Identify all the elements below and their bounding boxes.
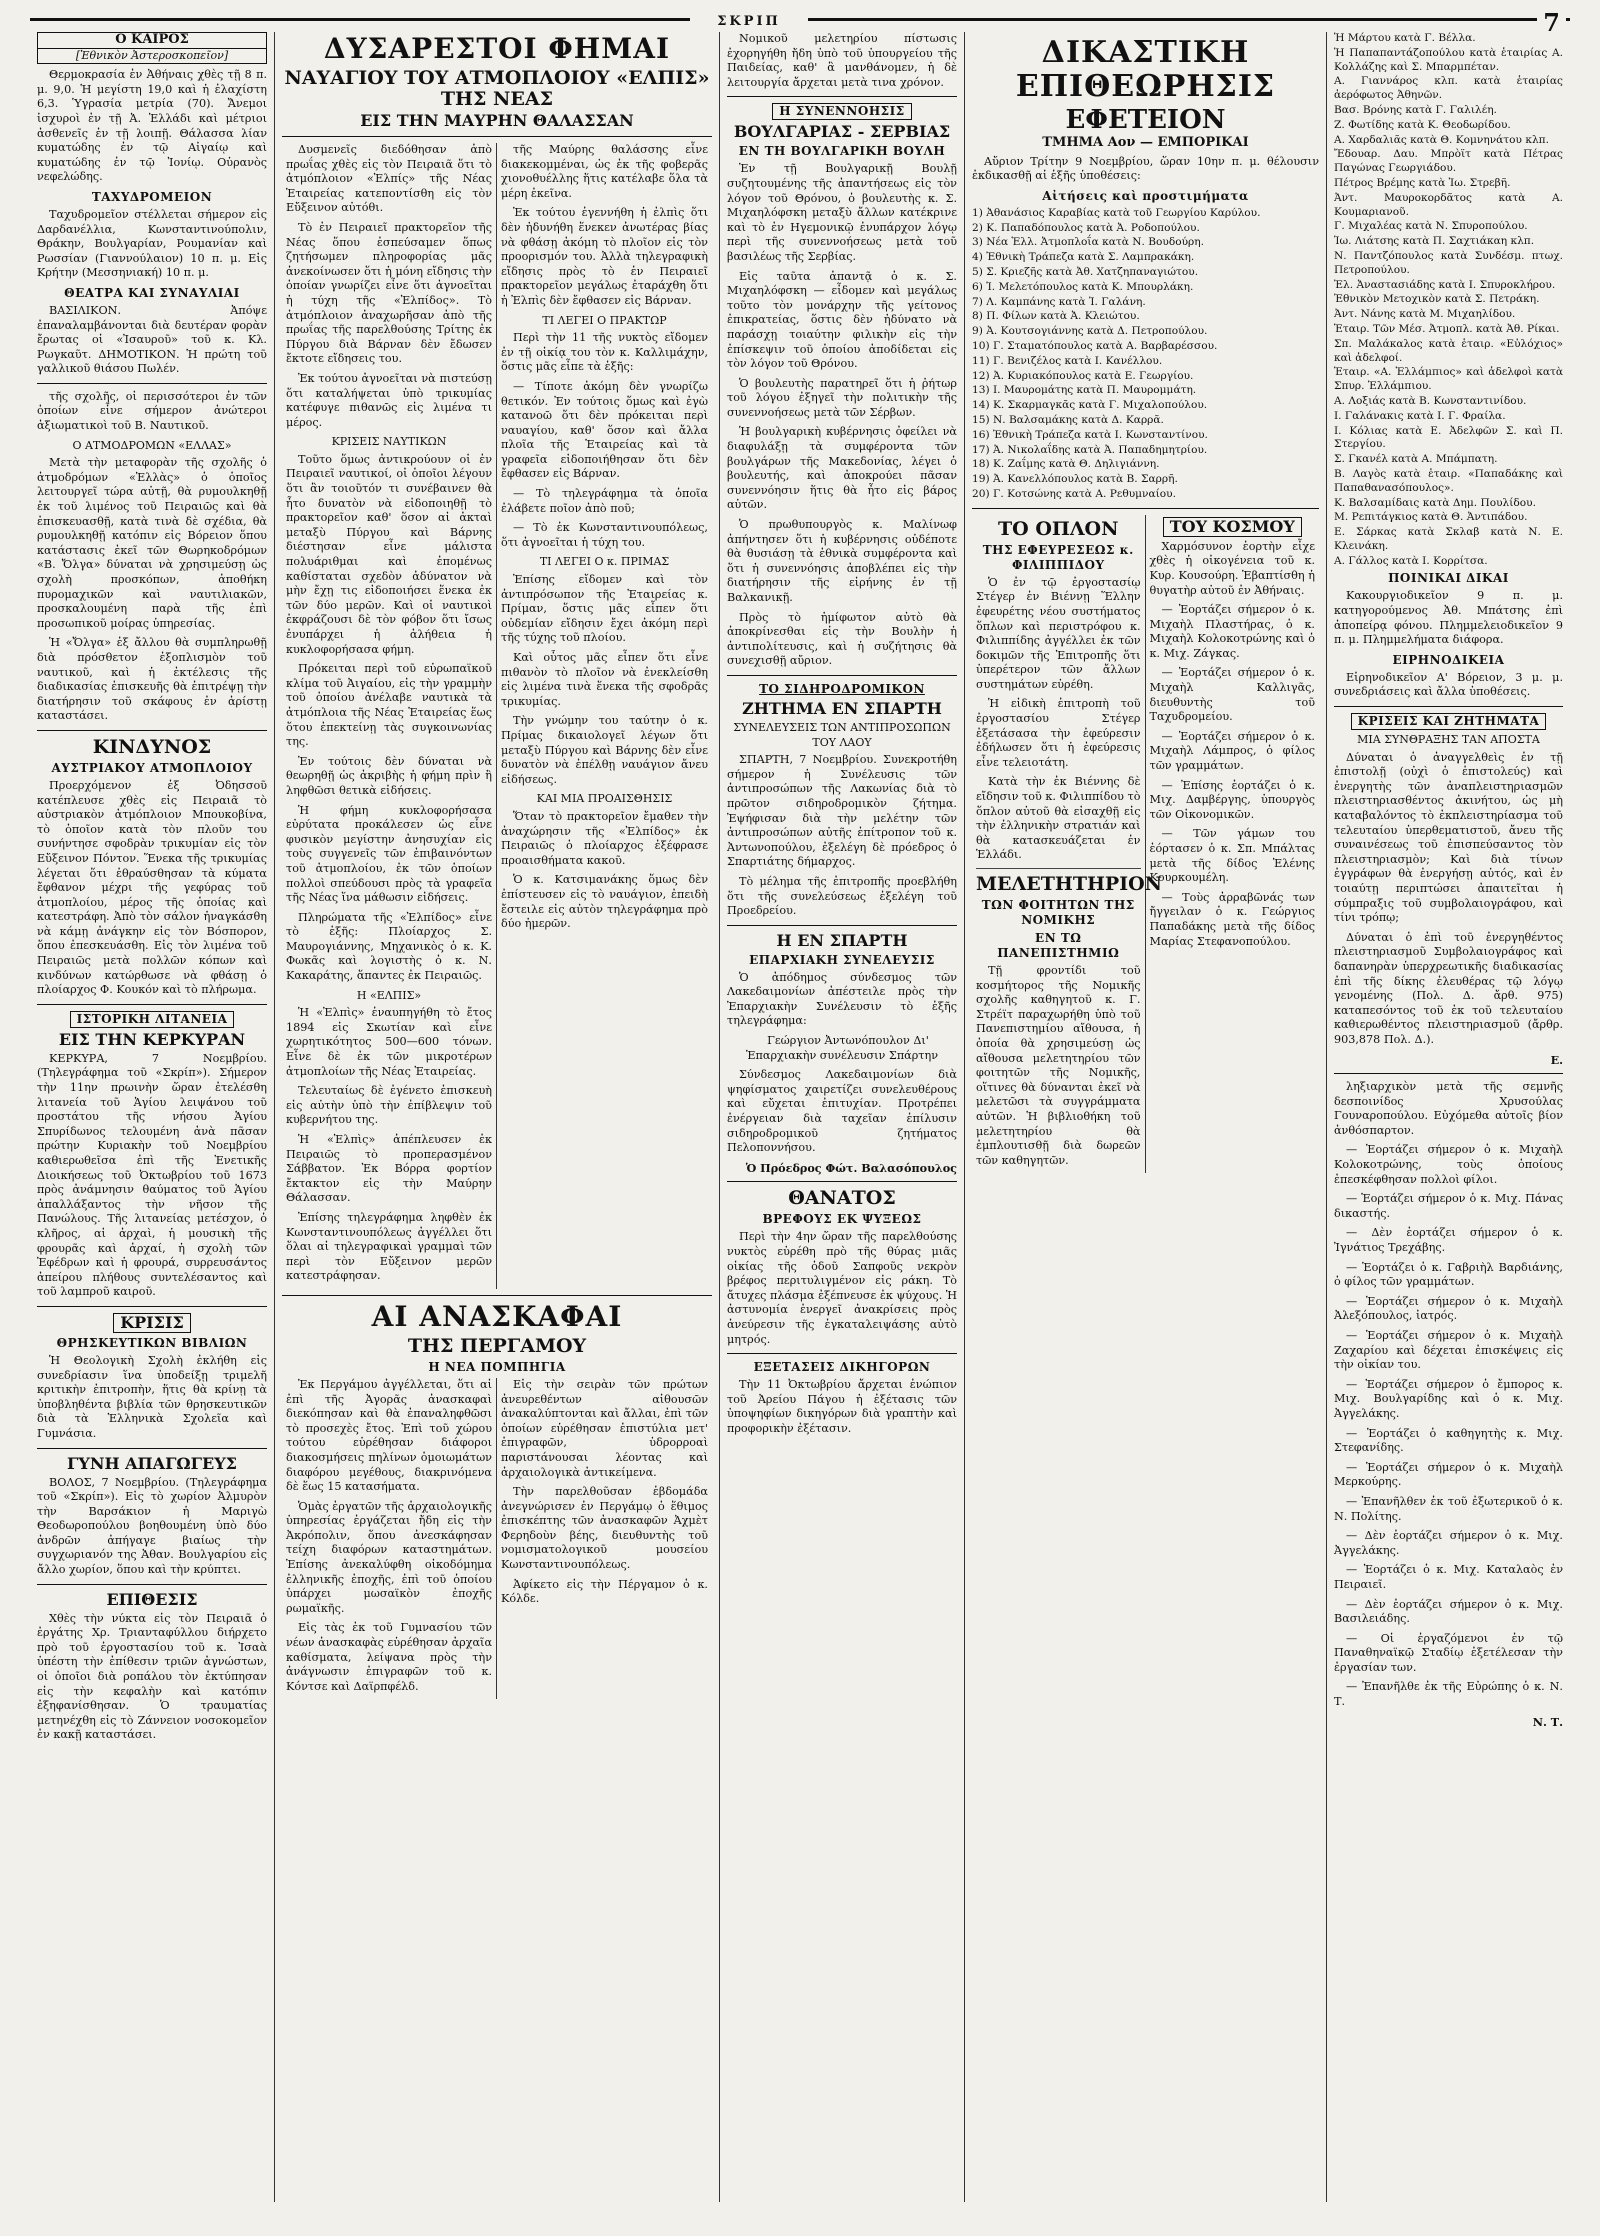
weather-box xyxy=(37,32,267,64)
paragraph: τῆς Μαύρης θαλάσσης εἶνε διακεκομμέναι, ὡς ἐκ τῆς φοβερᾶς χιονοθυέλλης ἥτις κατέλαβε ὅλα τὰ μέρη ἐκεῖνα. xyxy=(501,143,708,200)
paragraph: — Ἑορτάζει σήμερον ὁ κ. Μιχαὴλ Λάμπρος, ὁ φίλος τῶν γραμμάτων. xyxy=(1149,729,1315,773)
paragraph: Ἐν τῇ Βουλγαρικῇ Βουλῇ συζητουμένης τῆς ἀπαντήσεως εἰς τὸν λόγον τοῦ Θρόνου, ὁ βουλευτὴς κ. Σ. Μιχαηλόφσκη μεταξὺ ἄλλων κατέκρινε καὶ τὸ ἐν Ηγεμονικῷ ἐνυπάρχον λόγῳ περὶ τῆς συνεννοήσεως μετὰ τοῦ βασιλέως τῆς Σερβίας. xyxy=(727,162,957,263)
paragraph: — Ἑορτάζει ὁ κ. Μιχ. Καταλαὸς ἐν Πειραιεῖ. xyxy=(1334,1563,1563,1591)
list-item: 3) Νέα Ἑλλ. Ἀτμοπλοΐα κατὰ Ν. Βουδούρη. xyxy=(972,236,1205,249)
list-item: Α. Γιαννάρος κλπ. κατὰ ἑταιρίας ἀερόφωτος Ἀθηνῶν. xyxy=(1334,75,1563,102)
paragraph: — Ἑορτάζει σήμερον ὁ κ. Μιχαὴλ Μερκούρης. xyxy=(1334,1460,1563,1489)
subhead: ΚΑΙ ΜΙΑ ΠΡΟΑΙΣΘΗΣΙΣ xyxy=(536,792,673,806)
list-item: Β. Λαγὸς κατὰ ἑταιρ. «Παπαδάκης καὶ Παπαθανασόπουλος». xyxy=(1334,467,1563,494)
rail-kicker-wrap xyxy=(727,682,957,697)
masthead: ΣΚΡΙΠ xyxy=(690,14,808,29)
paragraph: Πρόκειται περὶ τοῦ εὐρωπαϊκοῦ κλίμα τοῦ Ἀιγαίου, εἰς τὴν γραμμὴν τοῦ ὁποίου ἀνέλαβε ναυτικὰ τὰ ἀτμόπλοια τῆς Νέας Ἑταιρείας ἕως ὅτου ἐπεκτείνῃ τὰς συγκοινωνίας της. xyxy=(286,662,492,749)
paragraph: — Τίποτε ἀκόμη δὲν γνωρίζω θετικόν. Ἐν τούτοις ὅμως καὶ ἐγὼ κατανοῶ ὅτι δὲν πρόκειται περὶ ναυαγίου, καθ' ὅσον καὶ ἄλλα πλοῖα τῆς Ἑταιρείας καὶ τὰ γραφεῖα εἰδοποιήθησαν ὅτι δὲν ἔφθασεν εἰς Βάρναν. xyxy=(501,379,708,481)
divider xyxy=(727,675,957,676)
court-of-appeal-title: ΕΦΕΤΕΙΟΝ xyxy=(1065,105,1226,135)
weather-text: Θερμοκρασία ἐν Ἀθήναις χθὲς τῇ 8 π. μ. 9,0. Ἡ μεγίστη 19,0 καὶ ἡ ἐλαχίστη 6,3. Ὑγρασία μετρία (70). Ἄνεμοι ἰσχυροὶ ἐν τῇ Ἀ. Ἑλλάδι καὶ μέτριοι ἀσθενεῖς ἐν τῇ λοιπῇ. Θάλασσα λίαν κυματώδης ἐν τῷ Αἰγαίῳ καὶ κυματώδης ἐν τῷ Ἰονίῳ. Οὐρανὸς νεφελώδης. xyxy=(37,68,267,184)
history-subtitle: ΕΙΣ ΤΗΝ ΚΕΡΚΥΡΑΝ xyxy=(58,1029,246,1049)
divider xyxy=(282,136,712,137)
list-item: Ἀντ. Μαυροκορδᾶτος κατὰ Α. Κουμαριανοῦ. xyxy=(1334,191,1563,218)
weather-subtitle: [Ἐθνικὸν Ἀστεροσκοπεῖον] xyxy=(75,48,229,62)
shipwreck-title-2: ΝΑΥΑΓΙΟΥ ΤΟΥ ΑΤΜΟΠΛΟΙΟΥ «ΕΛΠΙΣ» ΤΗΣ ΝΕΑΣ xyxy=(284,67,710,110)
students-subtitle-2: ΕΝ ΤΩ ΠΑΝΕΠΙΣΤΗΜΙΩ xyxy=(997,931,1120,960)
signature: Ε. xyxy=(1550,1052,1563,1067)
paragraph: — Τοὺς ἀρραβῶνάς των ἤγγειλαν ὁ κ. Γεώργιος Παπαδάκης μετὰ τῆς δίδος Μαρίας Στεφανοπούλου. xyxy=(1149,890,1315,948)
list-item: Ἑταιρ. Τῶν Μέσ. Ἀτμοπλ. κατὰ Ἀθ. Ρίκαι. xyxy=(1334,322,1560,335)
criminal-cases-text: Κακουργιοδικεῖον 9 π. μ. κατηγορούμενος Ἀθ. Μπάτσης ἐπὶ ἀποπείρᾳ φόνου. Πλημμελειοδικεῖον 9 π. μ. Πλημμελήματα διάφορα. xyxy=(1334,589,1563,647)
world-title: ΤΟΥ ΚΟΣΜΟΥ xyxy=(1163,517,1302,537)
paragraph: Ἐκ τούτου ἐγεννήθη ἡ ἐλπὶς ὅτι δὲν ἠδυνήθη ἕνεκεν ἀνωτέρας βίας νὰ φθάσῃ ἀκόμη τὸ πλοῖον εἰς τὸν προορισμόν του. Ἀλλὰ τηλεγραφικὴ εἴδησις πρὸς τὸ ἐν Πειραιεῖ πρακτορεῖον μεγάλως ἐταράχθη ὅτι ἡ Ἐλπὶς δὲν ἔφθασεν εἰς Βάρναν. xyxy=(501,206,708,307)
paragraph: Καὶ οὗτος μᾶς εἶπεν ὅτι εἶνε πιθανὸν τὸ πλοῖον νὰ ἐνεκλείσθη εἰς λιμένα τινὰ ἕνεκα τῆς σφοδρᾶς τρικυμίας. xyxy=(501,651,708,708)
paragraph: Δυσμενεῖς διεδόθησαν ἀπὸ πρωΐας χθὲς εἰς τὸν Πειραιᾶ ὅτι τὸ ἀτμόπλοιον «Ἐλπίς» τῆς Νέας Ἑταιρείας κατεποντίσθη εἰς τὸν Εὔξεινον αὐτόθι. xyxy=(286,143,492,215)
shipwreck-right xyxy=(497,143,712,1289)
paragraph: — Ἐπανῆλθεν ἐκ τοῦ ἐξωτερικοῦ ὁ κ. Ν. Πολίτης. xyxy=(1334,1494,1563,1523)
column-5 xyxy=(1327,32,1570,2202)
history-title-wrap xyxy=(37,1011,267,1028)
attack-text: Χθὲς τὴν νύκτα εἰς τὸν Πειραιᾶ ὁ ἐργάτης Χρ. Τριανταφύλλου διήρχετο πρὸ τοῦ ἐργοστασίου τοῦ κ. Ἰσαὰ ὑπέστη τὴν ἐπίθεσιν τριῶν ἀγνώστων, οἱ ὁποῖοι διὰ ροπάλου τὸν ἐκτύπησαν εἰς τὴν κεφαλὴν καὶ κατόπιν ἐξηφανίσθησαν. Ὁ τραυματίας μετηνέχθη εἰς τὸ Ζάννειον νοσοκομεῖον ἐν κακῇ καταστάσει. xyxy=(37,1611,267,1742)
intro-text: Νομικοῦ μελετηρίου πίστωσις ἐχορηγήθη ἤδη ὑπὸ τοῦ ὑπουργείου τῆς Παιδείας, καθ' ἃ μανθάνομεν, ἡ δὲ λειτουργία ἄρχεται μετὰ τινα χρόνον. xyxy=(727,32,957,89)
list-item: 12) Ἀ. Κυριακόπουλος κατὰ Ε. Γεωργίου. xyxy=(972,369,1194,382)
shipwreck-title: ΔΥΣΑΡΕΣΤΟΙ ΦΗΜΑΙ xyxy=(323,32,671,65)
list-item: Κ. Βαλσαμίδαις κατὰ Δημ. Πουλίδου. xyxy=(1334,496,1536,509)
paragraph: Σύνδεσμος Λακεδαιμονίων διὰ ψηφίσματος χαιρετίζει συνελευθέρους καὶ εὔχεται ἐπιτυχίαν. Προτρέπει ἐνέργειαν διὰ ταχεῖαν ἐπίλυσιν σιδηροδρομικοῦ ζητήματος Πελοποννήσου. xyxy=(727,1068,957,1155)
paragraph: Ὁ ἀπόδημος σύνδεσμος τῶν Λακεδαιμονίων ἀπέστειλε πρὸς τὴν Ἐπαρχιακὴν Συνέλευσιν τὸ ἑξῆς τηλεγράφημα: xyxy=(727,970,957,1028)
list-item: 15) Ν. Βαλσαμάκης κατὰ Δ. Καρρᾶ. xyxy=(972,413,1164,426)
post-text: Ταχυδρομεῖον στέλλεται σήμερον εἰς Δαρδανέλλια, Κωνσταντινούπολιν, Θράκην, Βουλγαρίαν, Ρουμανίαν καὶ Ρωσσίαν (Γιαννούλαιον) 10 π. μ. Εἰς Κρήτην (Μεσσηνιακή) 10 π. μ. xyxy=(37,207,267,280)
paragraph: Ἀφίκετο εἰς τὴν Πέργαμον ὁ κ. Κόλδε. xyxy=(501,1577,708,1606)
paragraph: Πρὸς τὸ ἡμίφωτον αὐτὸ θὰ ἀποκρίνεσθαι εἰς τὴν Βουλὴν ἡ ἀντιπολίτευσις, καὶ ἡ συζήτησις θὰ συνεχισθῇ αὔριον. xyxy=(727,610,957,668)
divider xyxy=(37,1004,267,1005)
elpis-text: Μετὰ τὴν μεταφορὰν τῆς σχολῆς ὁ ἀτμοδρόμων «Ἑλλὰς» ὁ ὁποῖος λειτουργεῖ τώρα αὐτῇ, θὰ ρυμουλκηθῇ ἐκ τοῦ λιμένος τοῦ Πειραιῶς καὶ θὰ ἐπισκευασθῇ, κατὰ τινὰ δὲ σχέδια, θὰ ρυμουλκηθῇ κατόπιν εἰς Βόρειον ὅπου κατάστασις ἐκεῖ τῶν Θωρηκοδρόμων «Β. Ὄλγα» δύναται νὰ χρησιμεύσῃ ὡς σχολὴ προσκόπων, ἀποθήκη πυρομαχικῶν καὶ ναυτιλιακῶν, προσκαλουμένη παρὰ τῆς ἐπὶ προσωπικοῦ μοίρας ὑπηρεσίας. xyxy=(37,456,267,630)
list-item: 4) Ἐθνικὴ Τράπεζα κατὰ Σ. Λαμπρακάκη. xyxy=(972,251,1195,264)
list-item: Πέτρος Βρέμης κατὰ Ἰω. Στρεβῆ. xyxy=(1334,176,1511,189)
list-item: 14) Κ. Σκαρμαγκᾶς κατὰ Γ. Μιχαλοπούλου. xyxy=(972,399,1208,412)
list-item: Ἐλ. Ἀναστασιάδης κατὰ Ι. Σπυροκλήρου. xyxy=(1334,278,1556,291)
list-item: Ζ. Φωτίδης κατὰ Κ. Θεοδωρίδου. xyxy=(1334,118,1511,131)
paragraph: Ὁ πρωθυπουργὸς κ. Μαλίνωφ ἀπήντησεν ὅτι ἡ κυβέρνησις οὐδέποτε θὰ θυσιάσῃ τὰ ἐθνικὰ συμφέροντα καὶ ὅτι ἡ συνεννόησις ἀποβλέπει εἰς τὴν διατήρησιν τῆς εἰρήνης ἐν τῇ Βαλκανικῇ. xyxy=(727,518,957,604)
justice-peace-title: ΕΙΡΗΝΟΔΙΚΕΙΑ xyxy=(1392,652,1505,667)
list-item: 18) Κ. Ζαΐμης κατὰ Θ. Δηλιγιάννη. xyxy=(972,458,1160,471)
paragraph: — Ἑορτάζει σήμερον ὁ κ. Μιχαὴλ Ζαχαρίου καὶ δέχεται ἐπισκέψεις εἰς τὴν οἰκίαν του. xyxy=(1334,1329,1563,1372)
theatre-text: ΒΑΣΙΛΙΚΟΝ. Ἀπόψε ἐπαναλαμβάνονται διὰ δευτέραν φορὰν ἔρωτας οἱ «Ἰσαυροῦ» τοῦ κ. Κλ. Ρωγκαῦτ. ΔΗΜΟΤΙΚΟΝ. Ἡ πρώτη τοῦ γαλλικοῦ θιάσου Πωλέν. xyxy=(37,303,267,376)
olga-text: Ἡ «Ὄλγα» ἐξ ἄλλου θὰ συμπληρωθῇ διὰ πρόσθετον ἐξοπλισμὸν τοῦ ναυτικοῦ, καὶ ἡ ἐκτέλεσις τῆς διαδικασίας ἐπισκευῆς θὰ ἐπιτρέψῃ τὴν διατήρησιν τοῦ σκάφους ἐν ἀρίστῃ καταστάσει. xyxy=(37,636,267,723)
paragraph: — Ἑορτάζει σήμερον ὁ κ. Μιχαὴλ Πλαστήρας, ὁ κ. Μιχαὴλ Κολοκοτρώνης καὶ ὁ κ. Μιχ. Ζάγκας. xyxy=(1149,603,1315,660)
paragraph: ληξιαρχικὸν μετὰ τῆς σεμνῆς δεσποινίδος Χρυσούλας Γουναροπούλου. Εὐχόμεθα αὐτοῖς βίον ἀνθόσπαρτον. xyxy=(1334,1080,1563,1137)
history-title: ΙΣΤΟΡΙΚΗ ΛΙΤΑΝΕΙΑ xyxy=(70,1011,235,1028)
list-item: 9) Ἀ. Κουτσογιάννης κατὰ Δ. Πετροπούλου. xyxy=(972,325,1208,338)
paragraph: — Ἑορτάζει σήμερον ὁ κ. Μιχαὴλ Κολοκοτρώνης, τοὺς ὁποίους ἐπεσκέφθησαν πολλοὶ φίλοι. xyxy=(1334,1143,1563,1186)
list-item: Ι. Γαλάνακις κατὰ Ι. Γ. Φραίλα. xyxy=(1334,409,1506,422)
column-1 xyxy=(30,32,275,2202)
crisis-title: ΚΡΙΣΙΣ xyxy=(113,1313,191,1333)
paragraph: — Ἑορτάζει σήμερον ὁ κ. Μιχ. Πάνας δικαστής. xyxy=(1334,1192,1563,1220)
paragraph: Εἰς τὰς ἐκ τοῦ Γυμνασίου τῶν νέων ἀνασκαφὰς εὑρέθησαν ἀρχαῖα καθίσματα, λείψανα πρὸς τὴν ἀνάγνωσιν ἐπιγραφῶν τοῦ κ. Κόντσε καὶ Δαϊρπφέλδ. xyxy=(286,1621,492,1693)
col4-lower-right xyxy=(1146,515,1320,1174)
list-item: 8) Π. Φίλων κατὰ Ἀ. Κλειώτου. xyxy=(972,310,1140,323)
column-4 xyxy=(965,32,1327,2202)
rail-kicker: ΤΟ ΣΙΔΗΡΟΔΡΟΜΙΚΟΝ xyxy=(759,681,925,696)
shipwreck-left xyxy=(282,143,497,1289)
divider xyxy=(976,868,1141,869)
list-item: 16) Ἐθνικὴ Τράπεζα κατὰ Ι. Κωνσταντίνου. xyxy=(972,428,1208,441)
paragraph: Ἡ «Ἐλπὶς» ἀπέπλευσεν ἐκ Πειραιῶς τὸ προπερασμένον Σάββατον. Ἐκ Βόρρα φορτίον ἔκτακτον εἰς τὴν Μαύρην Θάλασσαν. xyxy=(286,1133,492,1205)
court-intro: Αὔριον Τρίτην 9 Νοεμβρίου, ὥραν 10ην π. μ. θέλουσιν ἐκδικασθῇ αἱ ἑξῆς ὑποθέσεις: xyxy=(972,154,1319,183)
list-item: 11) Γ. Βενιζέλος κατὰ Ι. Κανέλλου. xyxy=(972,354,1163,367)
paragraph: Τὴν παρελθοῦσαν ἑβδομάδα ἀνεγνώρισεν ἐν Περγάμῳ ὁ ἕθιμος ἐπισκέπτης τῶν ἀνασκαφῶν Ἀχμὲτ Φερηδοὺν βέης, διευθυντὴς τοῦ νομισματολογικοῦ μουσείου Κωνσταντινουπόλεως. xyxy=(501,1485,708,1572)
bulgaria-title: ΒΟΥΛΓΑΡΙΑΣ - ΣΕΡΒΙΑΣ xyxy=(733,122,951,142)
divider xyxy=(37,1306,267,1307)
pergamon-title-2: ΤΗΣ ΠΕΡΓΑΜΟΥ xyxy=(407,1334,587,1357)
list-item: Μ. Ρεπιτάγκιος κατὰ Θ. Ἀντιπάδου. xyxy=(1334,511,1528,524)
list-item: Ἑταιρ. «Α. Ἑλλάμπιος» καὶ ἀδελφοὶ κατὰ Σπυρ. Ἐλλάμπιου. xyxy=(1334,366,1563,393)
court-section: ΤΜΗΜΑ Αον — ΕΜΠΟΡΙΚΑΙ xyxy=(1042,135,1249,150)
list-item: Ἐθνικὸν Μετοχικὸν κατὰ Σ. Πετράκη. xyxy=(1334,293,1540,306)
paragraph: Ὁ ἐν τῷ ἐργοστασίῳ Στέγερ ἐν Βιέννῃ Ἕλλην ἐφευρέτης νέου συστήματος ὅπλων καὶ περιστρόφου κ. Φιλιππίδης ἀγγέλλει ἐκ τῶν δοκιμῶν τῆς Ἐπιτροπῆς ὅτι ὑπερέτερον τῶν ἄλλων συστημάτων εὑρέθη. xyxy=(976,575,1141,691)
paragraph: Εἰς τὴν σειρὰν τῶν πρώτων ἀνευρεθέντων αἰθουσῶν ἀνακαλύπτονται καὶ ἄλλαι, ἐπὶ τῶν ὁποίων εὑρέθησαν ἐπιστύλια μετ' ἐπιγραφῶν, ὑδρορροαὶ παριστάνουσαι λέοντας καὶ ἀρχαιολογικὰ ἀντικείμενα. xyxy=(501,1377,708,1479)
paragraph: Εἰς ταῦτα ἀπαντᾷ ὁ κ. Σ. Μιχαηλόφσκη — εἶδομεν καὶ μεγάλως τοῦτο τὸν μονάρχην τῆς γείτονος ἐπικρατείας, ὅστις δὲν ἠδύνατο νὰ παράσχῃ τοιαύτην φιλικὴν εἰς τὴν ἐπίσκεψιν τοῦ ὁποίου ἀποδίδεται εἰς τὸν λόγον τοῦ Θρόνου. xyxy=(727,269,957,371)
rail-title: ΖΗΤΗΜΑ ΕΝ ΣΠΑΡΤΗ xyxy=(742,698,942,718)
paragraph: Ὁμὰς ἐργατῶν τῆς ἀρχαιολογικῆς ὑπηρεσίας ἐργάζεται ἤδη εἰς τὴν Ἀκρόπολιν, ὅπου ἀνεσκάφησαν τείχη διαφόρων καταστημάτων. Ἐπίσης ἀνεκαλύφθη οἰκοδόμημα ἑλληνικῆς ἐποχῆς, ἐπὶ τοῦ ὁποίου ὑπάρχει μωσαϊκὸν ἐποχῆς ρωμαϊκῆς. xyxy=(286,1499,492,1615)
kindynos-title: ΚΙΝΔΥΝΟΣ xyxy=(92,735,212,758)
paragraph: Ὅταν τὸ πρακτορεῖον ἔμαθεν τὴν ἀναχώρησιν τῆς «Ἐλπίδος» ἐκ Πειραιῶς ὁ πλοίαρχος ἐξέφρασε προαισθήματα κακοῦ. xyxy=(501,809,708,867)
divider xyxy=(972,508,1319,509)
exams-text: Τὴν 11 Ὀκτωβρίου ἄρχεται ἐνώπιον τοῦ Ἀρείου Πάγου ἡ ἐξέτασις τῶν ὑποψηφίων δικηγόρων διὰ γραπτὴν καὶ προφορικὴν ἐξέτασιν. xyxy=(727,1378,957,1435)
kindynos-text: Προερχόμενον ἐξ Ὀδησσοῦ κατέπλευσε χθὲς εἰς Πειραιᾶ τὸ αὐστριακὸν ἀτμόπλοιον Μπουκοβίνα, τὸ ὁποῖον κατὰ τὸν πλοῦν του συνήντησε σφοδρὰν τρικυμίαν εἰς τὸν Εὔξεινον Πόντον. Ἕνεκα τῆς τρικυμίας λέγεται ὅτι ἐθραύσθησαν τὰ κύματα ἔφθανον μέχρι τῆς γεφύρας τοῦ ἀτμοπλοίου, μέρος τῆς ὁποίας καὶ κατεστράφη. Ἀπὸ τὸν σάλον ἠναγκάσθη νὰ κάμῃ ἀνάγκην εἰς τὸν Βόσπορον, ὅπου ἐπεσκευάσθη. Εἰς τὸν λιμένα τοῦ Πειραιῶς μετὰ πολλῶν κόπων καὶ κινδύνων κατώρθωσε νὰ φθάσῃ ὁ πλοίαρχος Φ. Κουκόν καὶ τὸ πλήρωμα. xyxy=(37,778,267,997)
list-item: Α. Γάλλος κατὰ Ι. Κορρίτσα. xyxy=(1334,554,1488,567)
subhead: ΤΙ ΛΕΓΕΙ Ο ΠΡΑΚΤΩΡ xyxy=(542,313,667,327)
subhead: ΤΙ ΛΕΓΕΙ Ο κ. ΠΡΙΜΑΣ xyxy=(539,555,670,569)
wife-title: ΓΥΝΗ ΑΠΑΓΩΓΕΥΣ xyxy=(67,1453,237,1473)
paragraph: Ἡ εἰδικὴ ἐπιτροπὴ τοῦ ἐργοστασίου Στέγερ ἐξετάσασα τὴν ἐφεύρεσιν ἐδήλωσεν ὅτι ἡ ἐφεύρεσις εἶνε τελειοτάτη. xyxy=(976,697,1141,769)
divider xyxy=(727,925,957,926)
paragraph: — Τῶν γάμων του ἑόρτασεν ὁ κ. Σπ. Μπάλτας μετὰ τῆς δίδος Ἑλένης Κουρκουμέλη. xyxy=(1149,827,1315,885)
paragraph: Δύναται ὁ ἐπὶ τοῦ ἐνεργηθέντος πλειστηριασμοῦ Συμβολαιογράφος καὶ δαπανηρὰν ὑπερχρεωτικῆς διαδικασίας ἐπὶ τῆς δίκης ἐλευθέρας τῷ λόγῳ γενομένης (Πολ. Δ. ἄρθ. 975) καταπεσόντος τοῦ ἐκ τοῦ τελευταίου καθιερωθέντος πλειστηριασμοῦ (ἄρθρ. 903,878 Πολ. Δ.). xyxy=(1334,930,1563,1046)
kindynos-subtitle: ΑΥΣΤΡΙΑΚΟΥ ΑΤΜΟΠΛΟΙΟΥ xyxy=(51,760,253,775)
weapon-title: ΤΟ ΟΠΛΟΝ xyxy=(998,517,1119,540)
divider xyxy=(1334,1073,1563,1074)
pergamon-left xyxy=(282,1378,497,1699)
criminal-cases-title: ΠΟΙΝΙΚΑΙ ΔΙΚΑΙ xyxy=(1388,571,1509,586)
divider xyxy=(37,1584,267,1585)
paragraph: Ἐπίσης τηλεγράφημα ληφθὲν ἐκ Κωνσταντινουπόλεως ἀγγέλλει ὅτι ὅλαι αἱ τηλεγραφικαὶ γραμμαὶ τῶν περὶ τὸν Εὔξεινον μερῶν κατεστράφησαν. xyxy=(286,1210,492,1283)
paragraph: — Τὸ ἐκ Κωνσταντινουπόλεως, ὅτι ἀγνοεῖται ἡ τύχη του. xyxy=(501,521,708,549)
list-item: Βασ. Βρόνης κατὰ Γ. Γαλιλέη. xyxy=(1334,103,1497,116)
paragraph: — Δὲν ἑορτάζει σήμερον ὁ κ. Μιχ. Βασιλειάδης. xyxy=(1334,1597,1563,1626)
col4-lower xyxy=(972,515,1319,1174)
list-item: Ἡ Παπαπαντάζοπούλου κατὰ ἑταιρίας Α. Κολλάζης καὶ Σ. Μπαρμπέταν. xyxy=(1334,46,1563,73)
paragraph: Τὸ μέλημα τῆς ἐπιτροπῆς προεβλήθη ὅτι τῆς συνελεύσεως ἐξελέγη τοῦ Προεδρείου. xyxy=(727,874,957,918)
column-2 xyxy=(275,32,720,2202)
list-item: 17) Ἀ. Νικολαΐδης κατὰ Ἀ. Παπαδημητρίου. xyxy=(972,443,1208,456)
list-item: Α. Λοξιάς κατὰ Β. Κωνσταντινίδου. xyxy=(1334,394,1527,407)
list-item: Α. Χαρδαλιᾶς κατὰ Θ. Κομνηνάτου κλπ. xyxy=(1334,133,1550,146)
post-title: ΤΑΧΥΔΡΟΜΕΙΟΝ xyxy=(91,189,213,204)
signature: Ὁ Πρόεδρος Φώτ. Βαλασόπουλος xyxy=(745,1160,957,1175)
world-title-wrap xyxy=(1150,517,1316,537)
list-item: Ἀντ. Νάνης κατὰ Μ. Μιχαηλίδου. xyxy=(1334,308,1516,321)
students-text: Τῇ φροντίδι τοῦ κοσμήτορος τῆς Νομικῆς σχολῆς καθηγητοῦ κ. Γ. Στρέϊτ παραχωρήθη ὑπὸ τοῦ Πανεπιστημίου αἴθουσα, ἡ ὁποία θὰ χρησιμεύσῃ ὡς αἴθουσα μελετητηρίου τῶν φοιτητῶν τῆς Νομικῆς, οἵτινες θὰ δύνανται ἐκεῖ νὰ μελετῶσι τὰ συγγράμματα αὐτῶν. Ἡ βιβλιοθήκη τοῦ μελετητηρίου θὰ ἐμπλουτισθῇ διὰ δωρεῶν τῶν καθηγητῶν. xyxy=(976,964,1141,1167)
columns xyxy=(30,32,1570,2202)
list-item: 6) Ἰ. Μελετόπουλος κατὰ Κ. Μπουρλάκη. xyxy=(972,280,1194,293)
divider xyxy=(282,1295,712,1296)
list-item: Ε. Σάρκας κατὰ Σκλαβ κατὰ Ν. Ε. Κλεινάκη. xyxy=(1334,526,1563,552)
paragraph: Κατὰ τὴν ἐκ Βιέννης δὲ εἴδησιν τοῦ κ. Φιλιππίδου τὸ ὅπλον αὐτοῦ θὰ εἰσαχθῇ εἰς τὴν ἐλληνικὴν στρατιάν καὶ θὰ κατασκευάζεται ἐν Ἑλλάδι. xyxy=(976,775,1141,862)
weapon-subtitle: ΤΗΣ ΕΦΕΥΡΕΣΕΩΣ κ. ΦΙΛΙΠΠΙΔΟΥ xyxy=(982,542,1134,572)
eparchy-subtitle: ΕΠΑΡΧΙΑΚΗ ΣΥΝΕΛΕΥΣΙΣ xyxy=(749,952,935,967)
subhead: Η «ΕΛΠΙΣ» xyxy=(356,988,422,1002)
paragraph: — Ἑορτάζει ὁ καθηγητὴς κ. Μιχ. Στεφανίδης. xyxy=(1334,1426,1563,1455)
list-item: Σ. Γκανέλ κατὰ Α. Μπάμπατη. xyxy=(1334,453,1498,466)
list-item: 1) Ἀθανάσιος Καραβίας κατὰ τοῦ Γεωργίου Καρύλου. xyxy=(972,206,1261,219)
signature: Ν. Τ. xyxy=(1532,1714,1563,1729)
questions-subtitle: ΜΙΑ ΣΥΝΘΡΑΞΗΣ ΤΑΝ ΑΠΟΣΤΑ xyxy=(1357,733,1540,747)
list-item: Ν. Παντζόπουλος κατὰ Συνδέσμ. πτωχ. Πετροπούλου. xyxy=(1334,249,1563,276)
paragraph: Τὴν γνώμην του ταύτην ὁ κ. Πρίμας δικαιολογεῖ λέγων ὅτι μεταξὺ Πύργου καὶ Βάρνης δὲν εἶνε δυνατὸν νὰ ἐπέλθῃ ναυάγιον ἄνευ εἰδήσεως. xyxy=(501,714,708,786)
exams-title: ΕΞΕΤΑΣΕΙΣ ΔΙΚΗΓΟΡΩΝ xyxy=(753,1360,931,1375)
list-item: 20) Γ. Κοτσώνης κατὰ Α. Ρεθυμναίου. xyxy=(972,487,1176,500)
divider xyxy=(1334,706,1563,707)
crisis-title-wrap xyxy=(37,1313,267,1333)
paragraph: Τελευταίως δὲ ἐγένετο ἐπισκευὴ εἰς αὐτὴν ὑπὸ τὴν ἐπίβλεψιν τοῦ κυβερνήτου της. xyxy=(286,1084,492,1127)
paragraph: Τὸ ἐν Πειραιεῖ πρακτορεῖον τῆς Νέας ὅπου ἐσπεύσαμεν ὅπως ζητήσωμεν πληροφορίας μᾶς ἀνεκοίνωσεν ὅτι ἡ μόνη εἴδησις τὴν ὁποίαν γνωρίζει εἶνε ὅτι ἀγνοεῖται ἡ τύχη τῆς «Ἐλπίδος». Τὸ ἀτμόπλοιον ἀναχωρῆσαν ἀπὸ τῆς πρωΐας τῆς παρελθούσης Τρίτης ἐκ Πύργου διὰ Βάρναν δὲν ἔδωσεν ἔκτοτε εἴδησεις του. xyxy=(286,220,492,366)
death-title: ΘΑΝΑΤΟΣ xyxy=(788,1187,896,1210)
shipwreck-title-3: ΕΙΣ ΤΗΝ ΜΑΥΡΗΝ ΘΑΛΑΣΣΑΝ xyxy=(360,111,634,130)
paragraph: Ἐν τούτοις δὲν δύναται νὰ θεωρηθῇ ὡς ἀκριβὴς ἡ φήμη πρὶν ἢ ληφθῶσι θετικὰ εἰδήσεις. xyxy=(286,754,492,797)
attack-title: ΕΠΙΘΕΣΙΣ xyxy=(106,1589,198,1609)
paragraph: — Ἑορτάζει σήμερον ὁ κ. Μιχαὴλ Καλλιγᾶς, διευθυντὴς τοῦ Ταχυδρομείου. xyxy=(1149,666,1315,724)
court-list-2 xyxy=(1334,32,1563,568)
history-text: ΚΕΡΚΥΡΑ, 7 Νοεμβρίου. (Τηλεγράφημα τοῦ «Σκρίπ»). Σήμερον τὴν 11ην πρωινὴν ὥραν ἐτελέσθη λιτανεία τοῦ Ἁγίου λειψάνου τοῦ προστάτου τῆς νήσου Ἁγίου Σπυρίδωνος τελουμένη ἀνὰ πᾶσαν πρώτην Κυριακὴν τοῦ Νοεμβρίου καθιερωθεῖσα ἐπὶ τῆς Ἑνετικῆς Διοικήσεως τοῦ Ὀκτωβρίου τοῦ 1673 πρὸς ἀνάμνησιν θαύματος τοῦ Ἁγίου ἀπαλλάξαντος τὴν νῆσον τῆς Πανώλους. Τῆς λιτανείας μετέσχον, ὁ κλῆρος, αἱ ἀρχαὶ, ἡ μουσικὴ τῆς φρουρᾶς καὶ ἀρχαί, ἡ σχολὴ τῶν Ἐφέδρων καὶ ἡ φρουρά, συρρευσάντος ἀπείρου πλήθους συντελέσαντος καὶ τοῦ λαμπροῦ καιροῦ. xyxy=(37,1051,267,1299)
school-text: τῆς σχολῆς, οἱ περισσότεροι ἐν τῶν ὁποίων εἶνε σήμερον ἀνώτεροι ἀξιωματικοὶ τοῦ Β. Ναυτικοῦ. xyxy=(37,389,267,433)
court-cases-list xyxy=(972,207,1319,502)
court-review-title: ΔΙΚΑΣΤΙΚΗ ΕΠΙΘΕΩΡΗΣΙΣ xyxy=(1015,35,1276,104)
paragraph: — Ἐπανῆλθε ἐκ τῆς Εὐρώπης ὁ κ. Ν. Τ. xyxy=(1334,1680,1563,1709)
questions-title-wrap xyxy=(1334,713,1563,730)
divider xyxy=(727,96,957,97)
theatre-title: ΘΕΑΤΡΑ ΚΑΙ ΣΥΝΑΥΛΙΑΙ xyxy=(64,285,240,300)
pergamon-title: ΑΙ ΑΝΑΣΚΑΦΑΙ xyxy=(371,1299,623,1333)
list-item: Ἡ Μάρτου κατὰ Γ. Βέλλα. xyxy=(1334,32,1476,44)
paragraph: Ἐκ Περγάμου ἀγγέλλεται, ὅτι αἱ ἐπὶ τῆς Ἀγορᾶς ἀνασκαφαὶ διεκόπησαν καὶ θὰ ἐπαναληφθῶσι τὸ προσεχὲς ἔτος. Ἐπὶ τοῦ χώρου τούτου εὑρέθησαν διάφοροι διακοσμήσεις πηλίνων ὁμοιωμάτων διαφόρου μεγέθους, διακρινόμενα δὲ ἕως 15 κατασήματα. xyxy=(286,1377,492,1494)
divider xyxy=(727,1181,957,1182)
weather-title: Ο ΚΑΙΡΟΣ xyxy=(38,33,266,49)
newspaper-page xyxy=(30,8,1570,2204)
paragraph: Δύναται ὁ ἀναγγελθεὶς ἐν τῇ ἐπιστολῇ (οὐχὶ ὁ ἐπιστολεύς) καὶ ἐνεργητὴς τῶν ἀναπλειστηριασμῶν πλειστηριασθέντος ἀκινήτου, ὡς μὴ καταβαλόντος τὸ ἐκπλειστηρίασμα τοῦ τελευταίου ὑπερθεματιστοῦ, ἄνευ τῆς συναινέσεως τοῦ ἐπισπεύσαντος τὸν πλειστηριασμὸν; Καὶ διὰ τίνων ἐγγράφων θὰ ἐνεργήσῃ αὐτός, καὶ ἐν τοιαύτῃ περιπτώσει ἀπαιτεῖται ἡ σύμπραξις τοῦ συμβολαιογράφου, καὶ τίνι τρόπῳ; xyxy=(1334,750,1563,925)
list-item: 13) Ι. Μαυρομάτης κατὰ Π. Μαυρομμάτη. xyxy=(972,384,1197,397)
pergamon-right xyxy=(497,1378,712,1699)
students-subtitle: ΤΩΝ ΦΟΙΤΗΤΩΝ ΤΗΣ ΝΟΜΙΚΗΣ xyxy=(981,898,1135,927)
list-item: Ἰω. Λιάτσης κατὰ Π. Σαχτιάκαη κλπ. xyxy=(1334,235,1535,248)
divider xyxy=(37,1448,267,1449)
death-subtitle: ΒΡΕΦΟΥΣ ΕΚ ΨΥΞΕΩΣ xyxy=(762,1212,922,1227)
crisis-subtitle: ΘΡΗΣΚΕΥΤΙΚΩΝ ΒΙΒΛΙΩΝ xyxy=(56,1335,248,1350)
paragraph: — Δὲν ἑορτάζει σήμερον ὁ κ. Ἰγνάτιος Τρεχάβης. xyxy=(1334,1226,1563,1255)
paragraph: ΣΠΑΡΤΗ, 7 Νοεμβρίου. Συνεκροτήθη σήμερον ἡ Συνέλευσις τῶν ἀντιπροσώπων τῆς Λακωνίας διὰ τὸ πρῶτον σιδηροδρομικὸν ζήτημα. Ἐψήφισαν διὰ τὴν μελέτην τῶν ἀντιπροσώπων αὐτῆς ἐπίτροπον τοῦ κ. Ἀντωνοπούλου, ἐξελέγη δὲ πρόεδρος ὁ Σπαρτιάτης δήμαρχος. xyxy=(727,753,957,869)
bulgaria-kicker: Η ΣΥΝΕΝΝΟΗΣΙΣ xyxy=(772,103,912,120)
students-title: ΜΕΛΕΤΗΤΗΡΙΟΝ xyxy=(976,873,1163,895)
col4-lower-left xyxy=(972,515,1163,1174)
subhead: ΚΡΙΣΕΙΣ ΝΑΥΤΙΚΩΝ xyxy=(331,435,447,449)
paragraph: — Τὸ τηλεγράφημα τὰ ὁποῖα ἐλάβετε ποῖον ἀπὸ ποῦ; xyxy=(501,487,708,515)
divider xyxy=(37,383,267,384)
divider xyxy=(727,1353,957,1354)
shipwreck-body xyxy=(282,143,712,1289)
list-item: 5) Σ. Κριεζῆς κατὰ Ἀθ. Χατζηπαναγιώτου. xyxy=(972,265,1199,278)
paragraph: — Οἱ ἐργαζόμενοι ἐν τῷ Παναθηναϊκῷ Σταδίῳ ἐξετέλεσαν τὴν ἐργασίαν των. xyxy=(1334,1631,1563,1674)
pergamon-subtitle: Η ΝΕΑ ΠΟΜΠΗΓΙΑ xyxy=(428,1359,566,1374)
rail-subtitle: ΣΥΝΕΛΕΥΣΕΙΣ ΤΩΝ ΑΝΤΙΠΡΟΣΩΠΩΝ ΤΟΥ ΛΑΟΥ xyxy=(733,720,951,749)
paragraph: Ὁ κ. Κατσιμανάκης ὅμως δὲν ἐπίστευσεν εἰς τὸ ναυάγιον, ἐπειδὴ ἔστειλε εἰς αὐτὸν τηλεγράφημα πρὸ δύο ἡμερῶν. xyxy=(501,873,708,931)
paragraph: Ἡ φήμη κυκλοφορήσασα εὐρύτατα προκάλεσεν ὡς εἶνε φυσικὸν μεγίστην ἀνησυχίαν εἰς τοὺς συγγενεῖς τῶν ἐπιβαινόντων τοῦ ἀτμοπλοίου, ἐκ τῶν ὁποίων πολλοὶ σπεύδουσι πρὸς τὰ γραφεῖα τῆς Νέας ἵνα μάθωσιν εἰδήσεις. xyxy=(286,803,492,905)
wife-text: ΒΟΛΟΣ, 7 Νοεμβρίου. (Τηλεγράφημα τοῦ «Σκρίπ»). Εἰς τὸ χωρίον Ἀλμυρὸν τὴν Βαρσάκιον ἡ Μαριγὼ Θεοδωροπούλου βοηθουμένη ὑπὸ δύο ἀνδρῶν ἀπήγαγε βιαίως τὴν συγχωριανόν της Ἀθαν. Βουλγαρίου εἰς ἄλλο χωρίον, ὅπου καὶ τὴν κρύπτει. xyxy=(37,1475,267,1577)
list-item: 19) Ἀ. Κανελλόπουλος κατὰ Β. Σαρρῆ. xyxy=(972,473,1178,486)
paragraph: — Ἐπίσης ἑορτάζει ὁ κ. Μιχ. Δαμβέργης, ὑπουργὸς τῶν Οἰκονομικῶν. xyxy=(1149,778,1315,821)
column-3 xyxy=(720,32,965,2202)
justice-peace-text: Εἰρηνοδικεῖον Α' Βόρειον, 3 μ. μ. συνεδριάσεις καὶ ἄλλα ὑποθέσεις. xyxy=(1334,670,1563,699)
pergamon-body xyxy=(282,1378,712,1699)
paragraph: Ἡ «Ἐλπὶς» ἐναυπηγήθη τὸ ἔτος 1894 εἰς Σκωτίαν καὶ εἶνε χωρητικότητος 500—600 τόνων. Εἶνε δὲ ἐκ τῶν μικροτέρων ἀτμοπλοίων τῆς Νέας Ἑταιρείας. xyxy=(286,1006,492,1078)
questions-title: ΚΡΙΣΕΙΣ ΚΑΙ ΖΗΤΗΜΑΤΑ xyxy=(1351,713,1547,730)
bulgaria-subtitle: ΕΝ ΤΗ ΒΟΥΛΓΑΡΙΚΗ ΒΟΥΛΗ xyxy=(738,144,946,159)
paragraph: Ἐκ τούτου ἀγνοεῖται νὰ πιστεύσῃ ὅτι καταλήψεται ὑπὸ τρικυμίας κατέφυγε πιθανῶς εἰς λιμένα τι μέρος. xyxy=(286,371,492,429)
list-item: 2) Κ. Παπαδόπουλος κατὰ Ἀ. Ροδοπούλου. xyxy=(972,221,1200,234)
page-number: 7 xyxy=(1537,8,1566,37)
paragraph: Περὶ τὴν 11 τῆς νυκτὸς εἴδομεν ἐν τῇ οἰκίᾳ του τὸν κ. Καλλιμάχην, ὅστις μᾶς εἶπε τὰ ἑξῆς: xyxy=(501,331,708,374)
list-item: 10) Γ. Σταματόπουλος κατὰ Α. Βαρβαρέσσου. xyxy=(972,339,1218,352)
elpis-title: Ο ΑΤΜΟΔΡΟΜΩΝ «ΕΛΛΑΣ» xyxy=(72,438,232,452)
divider xyxy=(37,730,267,731)
paragraph: Χαρμόσυνον ἑορτὴν εἶχε χθὲς ἡ οἰκογένεια τοῦ κ. Κυρ. Κουσούρη. Ἐβαπτίσθη ἡ θυγατὴρ αὐτοῦ ἐν Ἀθήναις. xyxy=(1149,539,1315,597)
paragraph: Γεώργιον Ἀντωνόπουλον Δι' Ἐπαρχιακὴν συνέλευσιν Σπάρτην xyxy=(746,1034,938,1062)
list-item: Γ. Μιχαλέας κατὰ Ν. Σπυροπούλου. xyxy=(1334,220,1528,233)
list-item: Ἔδουαρ. Δαυ. Μπρὸϊτ κατὰ Πέτρας Παγώνας Γεωργιάδου. xyxy=(1334,148,1563,175)
paragraph: Ἐπίσης εἴδομεν καὶ τὸν ἀντιπρόσωπον τῆς Ἑταιρείας κ. Πρίμαν, ὅστις μᾶς εἶπεν ὅτι οὐδεμίαν εἴδησιν ἔχει ἀκόμη περὶ τῆς τύχης τοῦ πλοίου. xyxy=(501,573,708,645)
crisis-text: Ἡ Θεολογικὴ Σχολὴ ἐκλήθη εἰς συνεδρίασιν ἵνα ὑποδείξῃ τριμελῆ κριτικὴν ἐπιτροπὴν, ἥτις θὰ κρίνῃ τὰ ὑποβληθέντα βιβλία τῶν θρησκευτικῶν διὰ τὰ Ἑλληνικὰ Σχολεῖα καὶ Γυμνάσια. xyxy=(37,1353,267,1440)
paragraph: Πληρώματα τῆς «Ἐλπίδος» εἶνε τὸ ἑξῆς: Πλοίαρχος Σ. Μαυρογιάννης, Μηχανικὸς ὁ κ. Κ. Φωκᾶς καὶ λογιστὴς ὁ κ. Ν. Κακαράτης, ἅπαντες ἐκ Πειραιῶς. xyxy=(286,910,492,983)
paragraph: Τοῦτο ὅμως ἀντικρούουν οἱ ἐν Πειραιεῖ ναυτικοί, οἱ ὁποῖοι λέγουν ὅτι ἂν τοιοῦτόν τι συνέβαινεν θὰ ἦτο δυνατὸν νὰ εἰδοποιηθῇ τὸ πρακτορεῖον καθ' ὅσον αἱ ἀκταὶ μεταξὺ Πύργου καὶ Βάρνης διέστησαν εἶνε μάλιστα πολυάριθμαι καὶ ἐπομένως καθίσταται σχεδὸν ἀδύνατον νὰ μὴν ἔχῃ τις εἰδοποιήσει ἕνεκα ἐκ τῶν δύο μερῶν. Καὶ οἱ ναυτικοὶ ἐκφράζουσι δὲ τὸν φόβον ὅτι ἴσως ἐνυπάρχει ἡ ἀλήθεια ἡ κυκλοφορήσασα φήμη. xyxy=(286,452,492,656)
death-text: Περὶ τὴν 4ην ὥραν τῆς παρελθούσης νυκτὸς εὑρέθη πρὸ τῆς θύρας μιᾶς οἰκίας τῆς ὁδοῦ Σαπφοῦς νεκρὸν βρέφος περιτυλιγμένον εἰς ράκη. Τὸ ἄτυχες πλάσμα ἐξέπνευσε ἐκ ψύχους. Ἡ ἀστυνομία ἐνεργεῖ ἀνακρίσεις πρὸς ἀνεύρεσιν τῆς ἐγκαταλειψάσης αὐτὸ μητρός. xyxy=(727,1230,957,1346)
list-item: Σπ. Μαλάκαλος κατὰ ἑταιρ. «Εὐλόχιος» καὶ ἀδελφοί. xyxy=(1334,337,1563,364)
list-item: 7) Λ. Καμπάνης κατὰ Ἰ. Γαλάνη. xyxy=(972,295,1146,308)
paragraph: — Ἑορτάζει ὁ κ. Γαβριὴλ Βαρδιάνης, ὁ φίλος τῶν γραμμάτων. xyxy=(1334,1260,1563,1289)
court-cases-title: Αἰτήσεις καὶ προστιμήματα xyxy=(1042,188,1249,203)
paragraph: Ἡ βουλγαρικὴ κυβέρνησις ὀφείλει νὰ διαφυλάξῃ τὰ συμφέροντα τῶν βουλγάρων τῆς Μακεδονίας, λέγει ὁ βουλευτής, καὶ ἀποκρούει πᾶσαν συνεννόησιν ἥτις θὰ ἦτο εἰς βάρος αὐτῶν. xyxy=(727,425,957,512)
list-item: Ι. Κόλιας κατὰ Ε. Ἀδελφῶν Σ. καὶ Π. Στεργίου. xyxy=(1334,424,1563,451)
eparchy-title: Η ΕΝ ΣΠΑΡΤΗ xyxy=(776,930,908,950)
paragraph: Ὁ βουλευτὴς παρατηρεῖ ὅτι ἡ ῥήτωρ τοῦ λόγου ἐξηγεῖ τὴν πολιτικὴν τῆς συνεννοήσεως μετὰ τῶν Σέρβων. xyxy=(727,376,957,419)
bulgaria-kicker-wrap xyxy=(727,103,957,120)
paragraph: — Δὲν ἑορτάζει σήμερον ὁ κ. Μιχ. Ἀγγελάκης. xyxy=(1334,1529,1563,1557)
paragraph: — Ἑορτάζει σήμερον ὁ κ. Μιχαὴλ Ἀλεξόπουλος, ἰατρός. xyxy=(1334,1294,1563,1323)
paragraph: — Ἑορτάζει σήμερον ὁ ἔμπορος κ. Μιχ. Βουλγαρίδης καὶ ὁ κ. Μιχ. Ἀγγελάκης. xyxy=(1334,1377,1563,1420)
